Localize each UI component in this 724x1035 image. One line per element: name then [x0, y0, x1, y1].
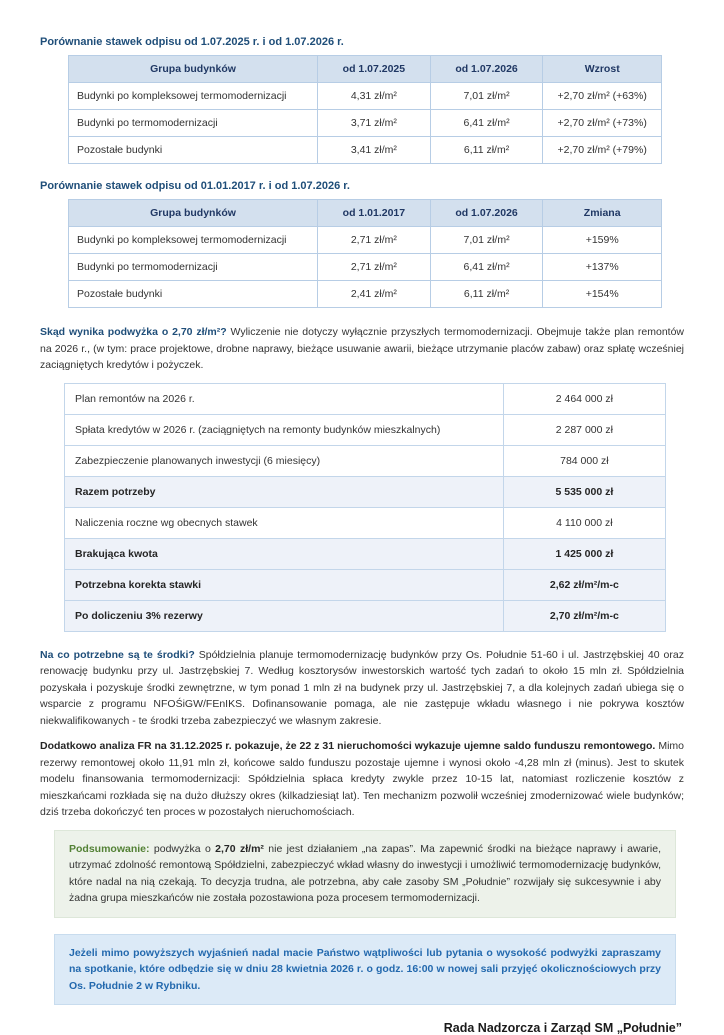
finance-value: 784 000 zł: [503, 445, 665, 476]
table-cell-increase: +2,70 zł/m² (+63%): [543, 83, 662, 110]
section-heading-comparison-2025: Porównanie stawek odpisu od 1.07.2025 r. i od 1.07.2026 r.: [40, 36, 344, 48]
column-header-from-2017: od 1.01.2017: [318, 200, 431, 227]
rates-table-2025-2026: [68, 55, 662, 164]
table-cell-rate-2017: 2,71 zł/m²: [318, 254, 431, 281]
table-cell-change: +159%: [543, 227, 662, 254]
finance-row-missing-amount: [65, 538, 666, 569]
table-cell-rate-2026: 6,11 zł/m²: [430, 137, 543, 164]
table-cell-group: Budynki po termomodernizacji: [69, 254, 318, 281]
summary-text-before: podwyżka o: [149, 842, 216, 855]
finance-label: Razem potrzeby: [65, 476, 504, 507]
finance-value: 1 425 000 zł: [503, 538, 665, 569]
finance-label: Po doliczeniu 3% rezerwy: [65, 600, 504, 631]
section-heading-comparison-2017: Porównanie stawek odpisu od 01.01.2017 r. i od 1.07.2026 r.: [40, 180, 350, 192]
finance-row: [65, 414, 666, 445]
paragraph-text: Spółdzielnia planuje termomodernizację budynków przy Os. Południe 51-60 i ul. Jastrzębskiej 40 oraz renowację budynku przy ul. Jastrzębskiej 7. Według kosztorysów inwestorskich wartość tych zadań to około 15 mln zł. Spółdzielnia pozyskała i pozyskuje środki zewnętrzne, w tym ponad 1 mln zł na budynek przy ul. Jastrzębskiej 7, a dla kolejnych zadań ubiega się o wsparcie z programu NFOŚiGW/FEnIKS. Dofinansowanie pomaga, ale nie zastępuje wkładu własnego i nie pokrywa kosztów niekwalifikowanych - te środki trzeba zabezpieczyć we własnym zakresie.: [40, 648, 684, 727]
rates-table-2017-2026: [68, 199, 662, 308]
table-row: [69, 227, 662, 254]
finance-row-with-reserve: [65, 600, 666, 631]
column-header-change: Zmiana: [543, 200, 662, 227]
table-cell-rate-2025: 3,71 zł/m²: [318, 110, 431, 137]
finance-value: 2 464 000 zł: [503, 383, 665, 414]
table-cell-rate-2025: 4,31 zł/m²: [318, 83, 431, 110]
finance-label: Zabezpieczenie planowanych inwestycji (6 miesięcy): [65, 445, 504, 476]
paragraph-lead: Dodatkowo analiza FR na 31.12.2025 r. pokazuje, że 22 z 31 nieruchomości wykazuje ujemne saldo funduszu remontowego.: [40, 740, 656, 752]
finance-label: Brakująca kwota: [65, 538, 504, 569]
finance-value: 4 110 000 zł: [503, 507, 665, 538]
table-cell-group: Budynki po kompleksowej termomodernizacji: [69, 227, 318, 254]
column-header-from-2026: od 1.07.2026: [430, 200, 543, 227]
finance-row: [65, 383, 666, 414]
column-header-group: Grupa budynków: [69, 200, 318, 227]
paragraph-text: Wyliczenie nie dotyczy wyłącznie przyszłych termomodernizacji. Obejmuje także plan remontów na 2026 r., (w tym: prace projektowe, drobne naprawy, bieżące usuwanie awarii, bieżące utrzymanie placów zabaw) oraz spłatę wcześniej zaciągniętych kredytów i pożyczek.: [40, 326, 685, 371]
finance-row: [65, 445, 666, 476]
finance-row-total-needs: [65, 476, 666, 507]
finance-label: Plan remontów na 2026 r.: [65, 383, 504, 414]
finance-label: Naliczenia roczne wg obecnych stawek: [65, 507, 504, 538]
finance-label: Potrzebna korekta stawki: [65, 569, 504, 600]
meeting-text: Jeżeli mimo powyższych wyjaśnień nadal macie Państwo wątpliwości lub pytania o wysokość podwyżki zapraszamy na spotkanie, które odbędzie się w dniu 28 kwietnia 2026 r. o godz. 16:00 w nowej sali przyjęć okolicznościowych przy Os. Południe 2 w Rybniku.: [69, 946, 661, 992]
paragraph-lead: Skąd wynika podwyżka o 2,70 zł/m²?: [40, 326, 227, 338]
column-header-group: Grupa budynków: [69, 56, 318, 83]
table-row: [69, 83, 662, 110]
table-cell-group: Pozostałe budynki: [69, 137, 318, 164]
summary-lead: Podsumowanie:: [69, 842, 150, 855]
finance-value: 2,70 zł/m²/m-c: [503, 600, 665, 631]
table-cell-change: +154%: [543, 281, 662, 308]
signature-line: Rada Nadzorcza i Zarząd SM „Południe”: [443, 1021, 682, 1035]
table-cell-increase: +2,70 zł/m² (+73%): [543, 110, 662, 137]
table-cell-group: Budynki po termomodernizacji: [69, 110, 318, 137]
table-row: [69, 110, 662, 137]
column-header-increase: Wzrost: [543, 56, 662, 83]
summary-box: [54, 830, 676, 918]
meeting-invitation-box: [54, 934, 676, 1006]
finance-row: [65, 507, 666, 538]
finance-breakdown-table: [64, 383, 666, 632]
table-cell-rate-2026: 6,41 zł/m²: [430, 254, 543, 281]
summary-bold-value: 2,70 zł/m²: [215, 842, 264, 855]
table-cell-rate-2017: 2,41 zł/m²: [318, 281, 431, 308]
summary-text-after: nie jest działaniem „na zapas”. Ma zapewnić środki na bieżące naprawy i awarie, utrzymać zdolność remontową Spółdzielni, zabezpieczyć wkład własny do inwestycji i umożliwić termomodernizację budynków, które nadal na nią czekają. To decyzja trudna, ale potrzebna, aby całe zasoby SM „Południe” rozwijały się sukcesywnie i aby żadna grupa mieszkańców nie została pozostawiona poza procesem termomodernizacji.: [69, 842, 661, 904]
table-cell-rate-2025: 3,41 zł/m²: [318, 137, 431, 164]
column-header-from-2026: od 1.07.2026: [430, 56, 543, 83]
table-cell-change: +137%: [543, 254, 662, 281]
paragraph-funds-purpose: [40, 647, 684, 730]
table-cell-rate-2026: 7,01 zł/m²: [430, 83, 543, 110]
table-row: [69, 137, 662, 164]
finance-value: 2,62 zł/m²/m-c: [503, 569, 665, 600]
finance-label: Spłata kredytów w 2026 r. (zaciągniętych na remonty budynków mieszkalnych): [65, 414, 504, 445]
paragraph-fund-analysis: [40, 738, 684, 821]
table-header-row: [69, 200, 662, 227]
table-row: [69, 254, 662, 281]
paragraph-lead: Na co potrzebne są te środki?: [40, 648, 195, 661]
paragraph-text: Mimo rezerwy remontowej około 11,91 mln zł, końcowe saldo funduszu pozostaje ujemne i wynosi około -4,28 mln zł (minus). Jest to skutek modelu finansowania termomodernizacji: Spółdzielnia spłaca kredyty zwykle przez 10-15 lat, natomiast rozliczenie kosztów z mieszkańcami rozkłada się na dużo dłuższy okres (kilkadziesiąt lat). Ten mechanizm pozwolił wcześniej zmodernizować wiele budynków; dziś trzeba dokończyć ten proces w pozostałych nieruchomościach.: [40, 740, 684, 818]
paragraph-why-increase: [40, 324, 684, 374]
table-cell-group: Budynki po kompleksowej termomodernizacji: [69, 83, 318, 110]
table-header-row: [69, 56, 662, 83]
table-cell-increase: +2,70 zł/m² (+79%): [543, 137, 662, 164]
table-row: [69, 281, 662, 308]
table-cell-rate-2026: 7,01 zł/m²: [430, 227, 543, 254]
finance-value: 5 535 000 zł: [503, 476, 665, 507]
table-cell-rate-2026: 6,41 zł/m²: [430, 110, 543, 137]
column-header-from-2025: od 1.07.2025: [318, 56, 431, 83]
finance-value: 2 287 000 zł: [503, 414, 665, 445]
table-cell-group: Pozostałe budynki: [69, 281, 318, 308]
finance-row-rate-correction: [65, 569, 666, 600]
table-cell-rate-2026: 6,11 zł/m²: [430, 281, 543, 308]
table-cell-rate-2017: 2,71 zł/m²: [318, 227, 431, 254]
